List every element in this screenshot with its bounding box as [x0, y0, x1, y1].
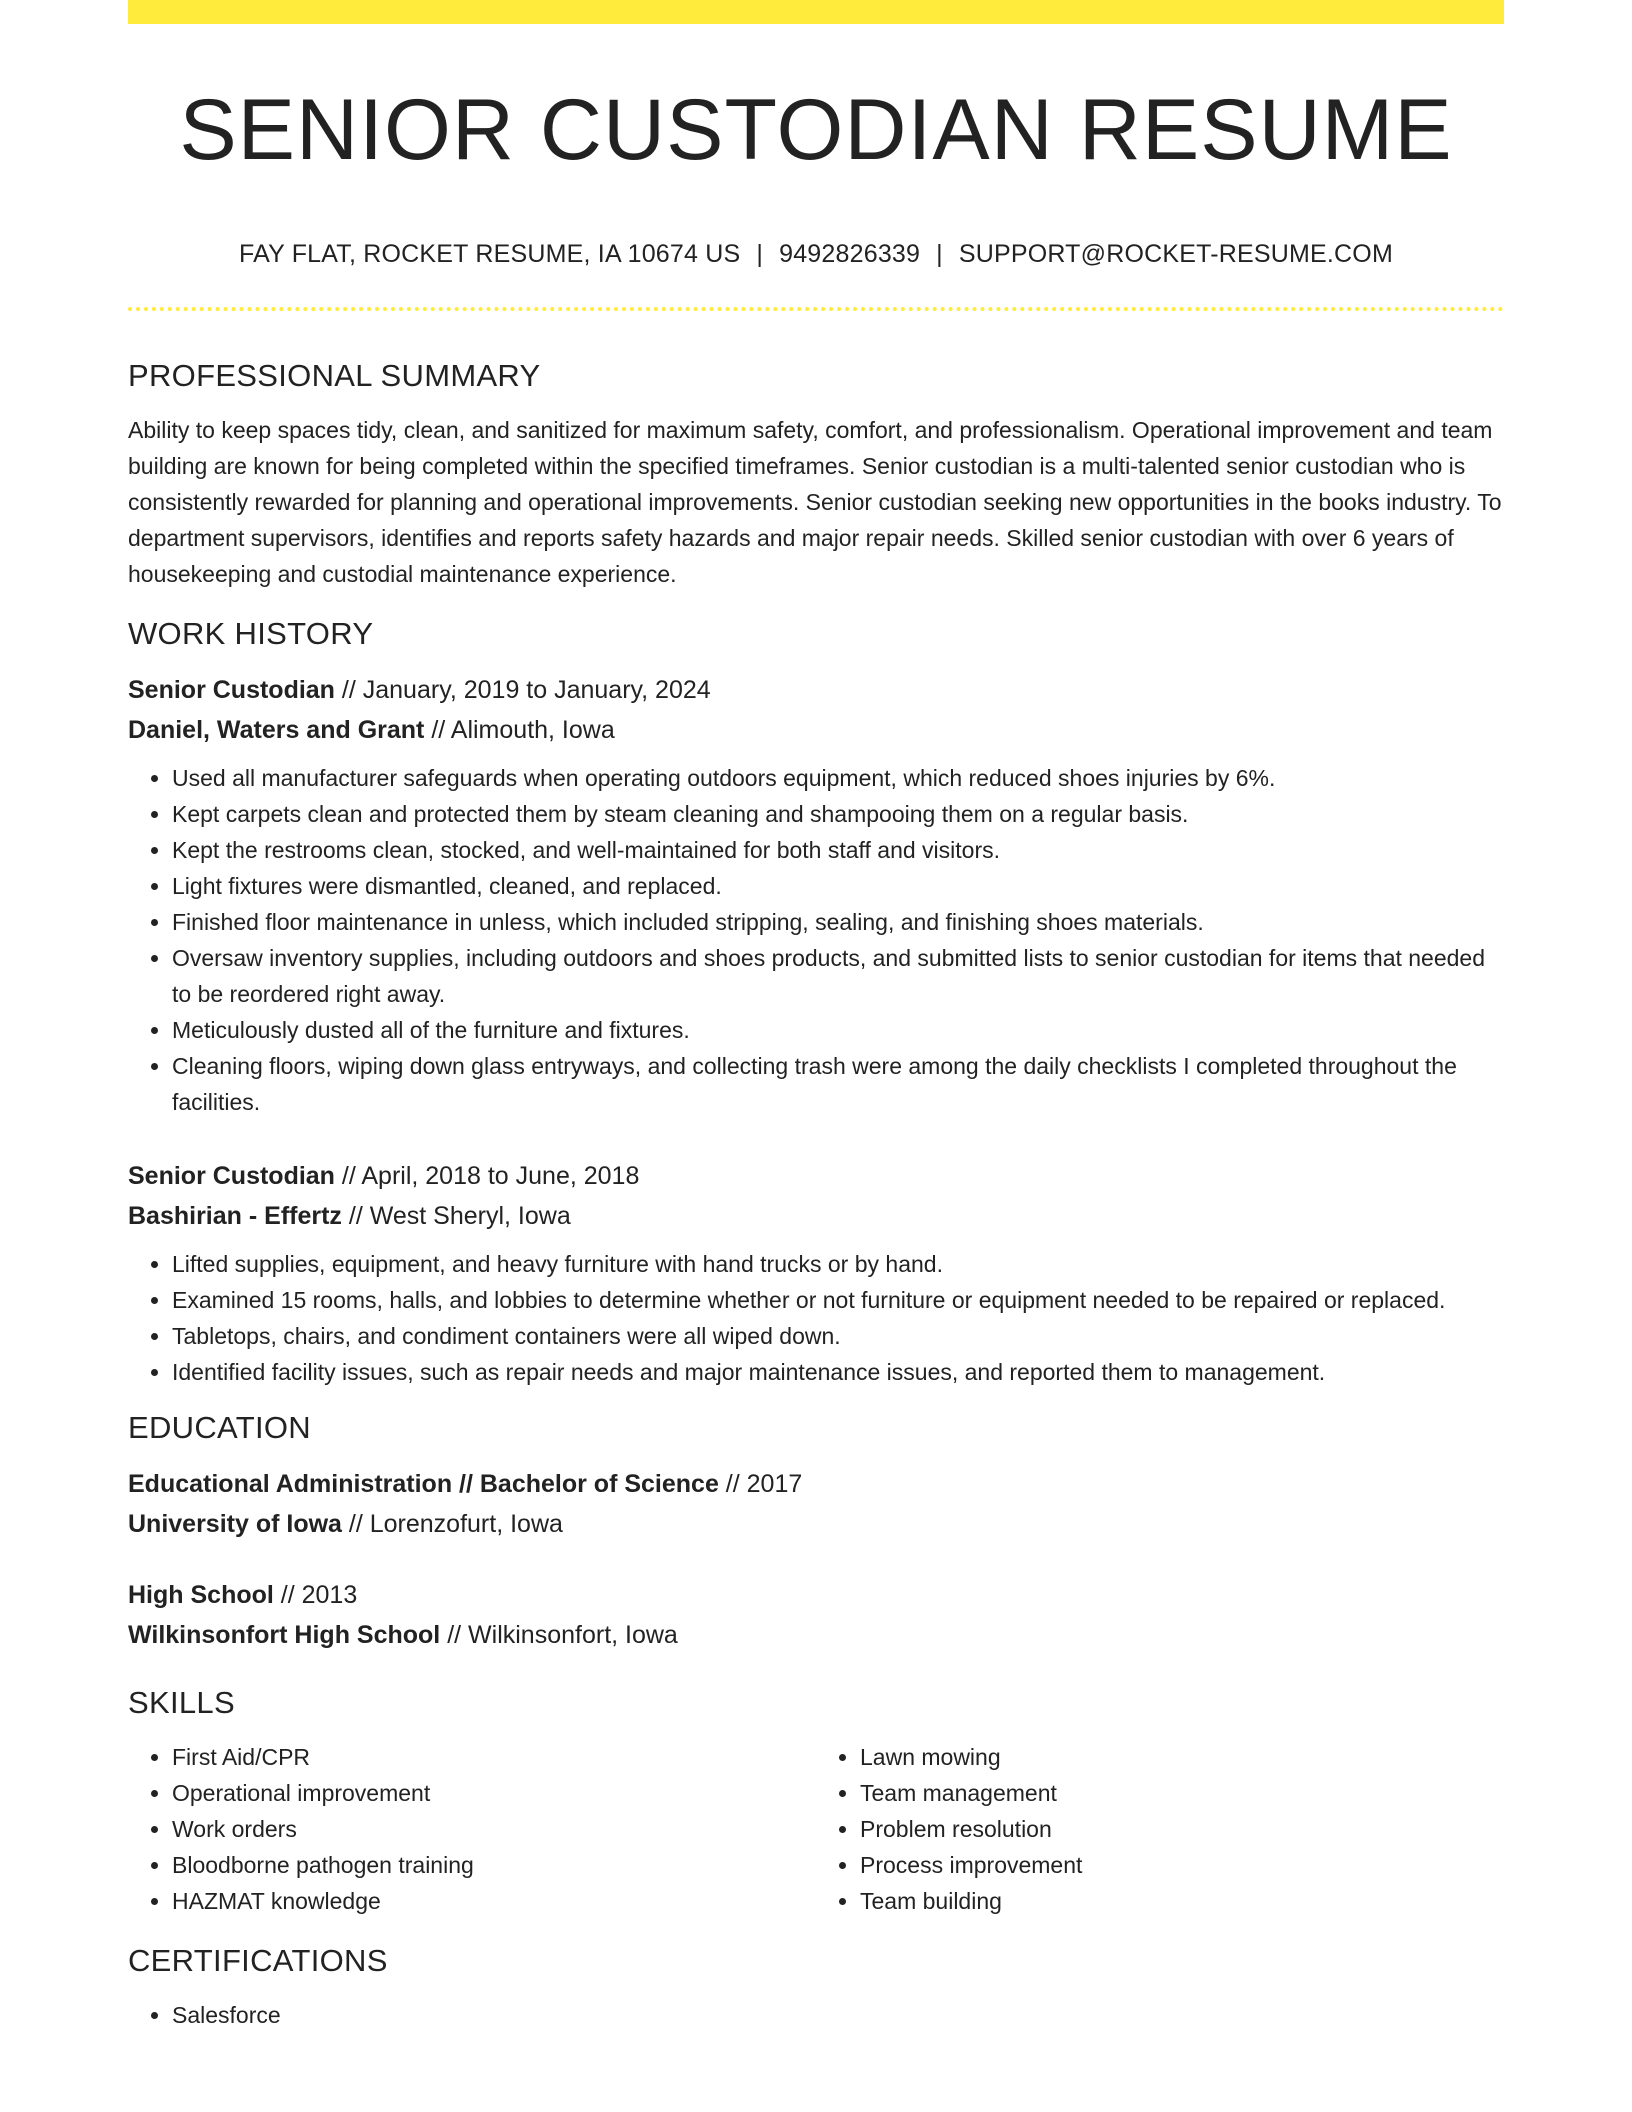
education-degree-line [128, 1575, 1504, 1615]
job-title-line [128, 670, 1504, 710]
contact-address: FAY FLAT, ROCKET RESUME, IA 10674 US [239, 240, 741, 268]
list-item: • Salesforce [172, 1997, 1504, 2033]
job-location: // West Sheryl, Iowa [341, 1202, 571, 1230]
list-item: • Operational improvement [172, 1775, 816, 1811]
job-company: Daniel, Waters and Grant [128, 716, 425, 744]
job-entry [128, 1156, 1504, 1390]
summary-text: Ability to keep spaces tidy, clean, and sanitized for maximum safety, comfort, and professionalism. Operational improvement and team building are known for being completed within the specified timeframes. Senior custodian is a multi-talented senior custodian who is consistently rewarded for planning and operational improvements. Senior custodian seeking new opportunities in the books industry. To department supervisors, identifies and reports safety hazards and major repair needs. Skilled senior custodian with over 6 years of housekeeping and custodial maintenance experience. [128, 417, 1502, 587]
list-item: • Meticulously dusted all of the furniture and fixtures. [172, 1012, 1504, 1048]
list-item: • HAZMAT knowledge [172, 1883, 816, 1919]
education-degree-line [128, 1464, 1504, 1504]
job-dates: // April, 2018 to June, 2018 [334, 1162, 640, 1190]
list-item: • Finished floor maintenance in unless, which included stripping, sealing, and finishing shoes materials. [172, 904, 1504, 940]
contact-line [128, 236, 1504, 272]
skills-list-right [816, 1739, 1504, 1919]
job-dates: // January, 2019 to January, 2024 [334, 676, 711, 704]
certifications-section [128, 1935, 1504, 2033]
certifications-list [128, 1997, 1504, 2033]
job-location: // Alimouth, Iowa [424, 716, 615, 744]
list-item: • Cleaning floors, wiping down glass entryways, and collecting trash were among the daily checklists I completed throughout the facilities. [172, 1048, 1504, 1120]
education-school-line [128, 1615, 1504, 1655]
list-item: • Problem resolution [860, 1811, 1504, 1847]
job-bullets [128, 760, 1504, 1120]
job-title-line [128, 1156, 1504, 1196]
section-heading: WORK HISTORY [128, 616, 374, 651]
job-company-line [128, 710, 1504, 750]
education-entry [128, 1575, 1504, 1655]
job-entry [128, 670, 1504, 1120]
contact-separator: | [756, 240, 764, 268]
education-school: University of Iowa [128, 1510, 342, 1538]
list-item: • Kept carpets clean and protected them by steam cleaning and shampooing them on a regular basis. [172, 796, 1504, 832]
job-bullets [128, 1246, 1504, 1390]
resume-title: SENIOR CUSTODIAN RESUME [179, 82, 1453, 178]
education-location: // Lorenzofurt, Iowa [341, 1510, 563, 1538]
job-company-line [128, 1196, 1504, 1236]
list-item: • Work orders [172, 1811, 816, 1847]
job-title: Senior Custodian [128, 676, 335, 704]
list-item: • Lawn mowing [860, 1739, 1504, 1775]
education-school-line [128, 1504, 1504, 1544]
list-item: • Identified facility issues, such as repair needs and major maintenance issues, and reported them to management. [172, 1354, 1504, 1390]
contact-phone: 9492826339 [779, 240, 921, 268]
list-item: • Team building [860, 1883, 1504, 1919]
education-entry [128, 1464, 1504, 1544]
section-heading: EDUCATION [128, 1410, 311, 1445]
list-item: • Tabletops, chairs, and condiment containers were all wiped down. [172, 1318, 1504, 1354]
contact-email: SUPPORT@ROCKET-RESUME.COM [958, 240, 1393, 268]
accent-bar [128, 0, 1504, 24]
dotted-divider [128, 307, 1504, 311]
job-title: Senior Custodian [128, 1162, 335, 1190]
summary-section [128, 350, 1504, 592]
list-item: • Bloodborne pathogen training [172, 1847, 816, 1883]
list-item: • Oversaw inventory supplies, including outdoors and shoes products, and submitted lists to senior custodian for items that needed to be reordered right away. [172, 940, 1504, 1012]
job-company: Bashirian - Effertz [128, 1202, 342, 1230]
education-location: // Wilkinsonfort, Iowa [440, 1621, 678, 1649]
resume-content [128, 350, 1504, 2033]
list-item: • Kept the restrooms clean, stocked, and well-maintained for both staff and visitors. [172, 832, 1504, 868]
list-item: • First Aid/CPR [172, 1739, 816, 1775]
education-degree: Educational Administration // Bachelor of Science [128, 1470, 719, 1498]
list-item: • Examined 15 rooms, halls, and lobbies to determine whether or not furniture or equipment needed to be repaired or replaced. [172, 1282, 1504, 1318]
contact-separator: | [936, 240, 943, 268]
skills-columns [128, 1739, 1504, 1919]
list-item: • Process improvement [860, 1847, 1504, 1883]
section-heading: PROFESSIONAL SUMMARY [128, 358, 541, 393]
education-degree: High School [128, 1581, 274, 1609]
skills-list-left [128, 1739, 816, 1919]
work-history-section [128, 608, 1504, 1390]
skills-section [128, 1677, 1504, 1919]
list-item: • Team management [860, 1775, 1504, 1811]
education-school: Wilkinsonfort High School [128, 1621, 441, 1649]
section-heading: CERTIFICATIONS [128, 1943, 388, 1978]
list-item: • Used all manufacturer safeguards when operating outdoors equipment, which reduced shoes injuries by 6%. [172, 760, 1504, 796]
section-heading: SKILLS [128, 1685, 235, 1720]
education-year: // 2017 [718, 1470, 803, 1498]
education-section [128, 1402, 1504, 1655]
list-item: • Light fixtures were dismantled, cleaned, and replaced. [172, 868, 1504, 904]
list-item: • Lifted supplies, equipment, and heavy furniture with hand trucks or by hand. [172, 1246, 1504, 1282]
education-year: // 2013 [273, 1581, 358, 1609]
